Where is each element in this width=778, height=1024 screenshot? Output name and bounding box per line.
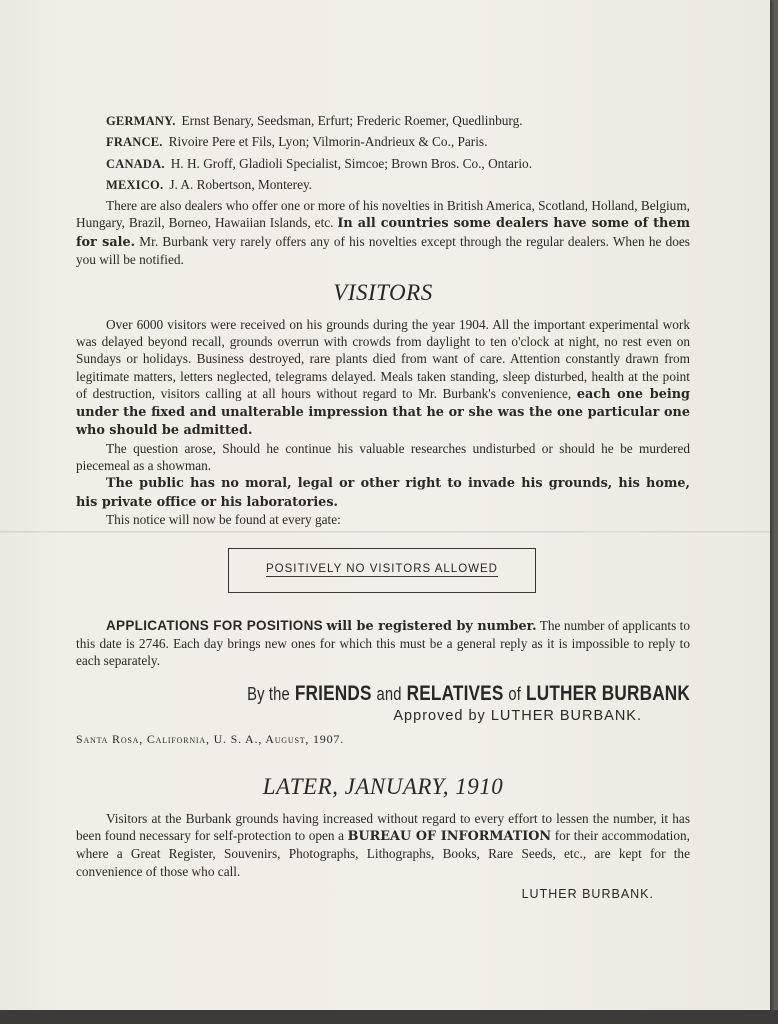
- notice-inner: [232, 552, 532, 588]
- relatives-word: RELATIVES: [406, 682, 504, 706]
- dealer-country: GERMANY.: [106, 114, 176, 128]
- document-content: [76, 112, 690, 903]
- visitors-paragraph-2: The question arose, Should he continue his valuable researches undisturbed or should he be murdered piecemeal as a showman.: [76, 440, 690, 474]
- later-bold: BUREAU OF INFORMATION: [347, 828, 552, 844]
- dealer-line-canada: [106, 155, 690, 173]
- later-paragraph: [76, 810, 690, 880]
- scan-bottom-edge: [0, 1010, 778, 1024]
- dealer-text: Ernst Benary, Seedsman, Erfurt; Frederic Roemer, Quedlinburg.: [181, 113, 523, 128]
- visitors-paragraph-4: This notice will now be found at every gate:: [106, 511, 341, 527]
- dealers-para-bold: In all countries some dealers have some of them for sale.: [76, 216, 690, 250]
- friends-by: By the: [247, 684, 290, 705]
- dealer-country: MEXICO.: [106, 177, 164, 192]
- signature: LUTHER BURBANK.: [521, 886, 654, 901]
- applications-bold-2: will be registered by number.: [326, 618, 537, 634]
- friends-relatives-line: [187, 682, 690, 706]
- dealer-text: H. H. Groff, Gladioli Specialist, Simcoe; Brown Bros. Co., Ontario.: [170, 155, 533, 171]
- friends-of: of: [508, 684, 522, 705]
- notice-box: [228, 548, 536, 592]
- dealer-line-mexico: [106, 176, 690, 194]
- dealers-para-part1: There are also dealers who offer one or more of his novelties in British America, Scotland, Holland, Belgium, Hungary, Brazil, Borneo, Hawaiian Islands, etc.: [76, 198, 690, 231]
- place-date-line: Santa Rosa, California, U. S. A., August, 1907.: [76, 732, 344, 747]
- dealer-line-germany: [106, 112, 690, 130]
- visitors-heading: VISITORS: [333, 280, 433, 306]
- dealer-country: FRANCE.: [106, 135, 163, 150]
- dealers-paragraph: [76, 197, 690, 268]
- later-text-2: for their accommodation, where a Great Register, Souvenirs, Photographs, Lithographs, Books, Rare Seeds, etc., are kept for the convenience of those who call.: [76, 827, 691, 879]
- applications-paragraph: [76, 617, 690, 670]
- visitors-paragraph-3: [76, 474, 690, 511]
- visitors-para1-bold: each one being under the fixed and unalterable impression that he or she was the one particular one who should be admitted.: [76, 386, 690, 439]
- dealer-line-france: [106, 133, 690, 151]
- later-text-1: Visitors at the Burbank grounds having increased without regard to every effort to lessen the number, it has been found necessary for self-protection to open a: [76, 810, 690, 843]
- friends-name: LUTHER BURBANK: [526, 682, 690, 706]
- visitors-para3-bold: The public has no moral, legal or other right to invade his grounds, his home, his private office or his laboratories.: [76, 476, 690, 510]
- applications-bold: APPLICATIONS FOR POSITIONS: [106, 617, 323, 633]
- friends-and: and: [376, 684, 402, 705]
- applications-text: The number of applicants to this date is 2746. Each day brings new ones for which this must be a general reply as it is impossible to reply to each separately.: [76, 617, 691, 669]
- visitors-para1-text: Over 6000 visitors were received on his grounds during the year 1904. All the important experimental work was delayed beyond recall, grounds overrun with crowds from daylight to ten o'clock at night, no rest even on Sundays or holidays. Business destroyed, rare plants died from want of care. Attention constantly drawn from legitimate matters, letters neglected, telegrams delayed. Meals taken standing, sleep disturbed, health at the point of destruction, visitors calling at all hours without regard to Mr. Burbank's convenience,: [76, 316, 690, 401]
- approved-line: Approved by LUTHER BURBANK.: [393, 707, 642, 724]
- later-heading: LATER, JANUARY, 1910: [262, 774, 504, 800]
- visitors-paragraph-1: [76, 316, 690, 440]
- notice-text: POSITIVELY NO VISITORS ALLOWED: [266, 563, 498, 576]
- dealer-text: Rivoire Pere et Fils, Lyon; Vilmorin-Andrieux & Co., Paris.: [168, 134, 488, 150]
- friends-word: FRIENDS: [294, 682, 372, 706]
- dealer-country: CANADA.: [106, 156, 165, 171]
- dealers-para-part2: Mr. Burbank very rarely offers any of his novelties except through the regular dealers. When he does you will be notified.: [76, 233, 690, 268]
- dealer-text: J. A. Robertson, Monterey.: [169, 176, 313, 192]
